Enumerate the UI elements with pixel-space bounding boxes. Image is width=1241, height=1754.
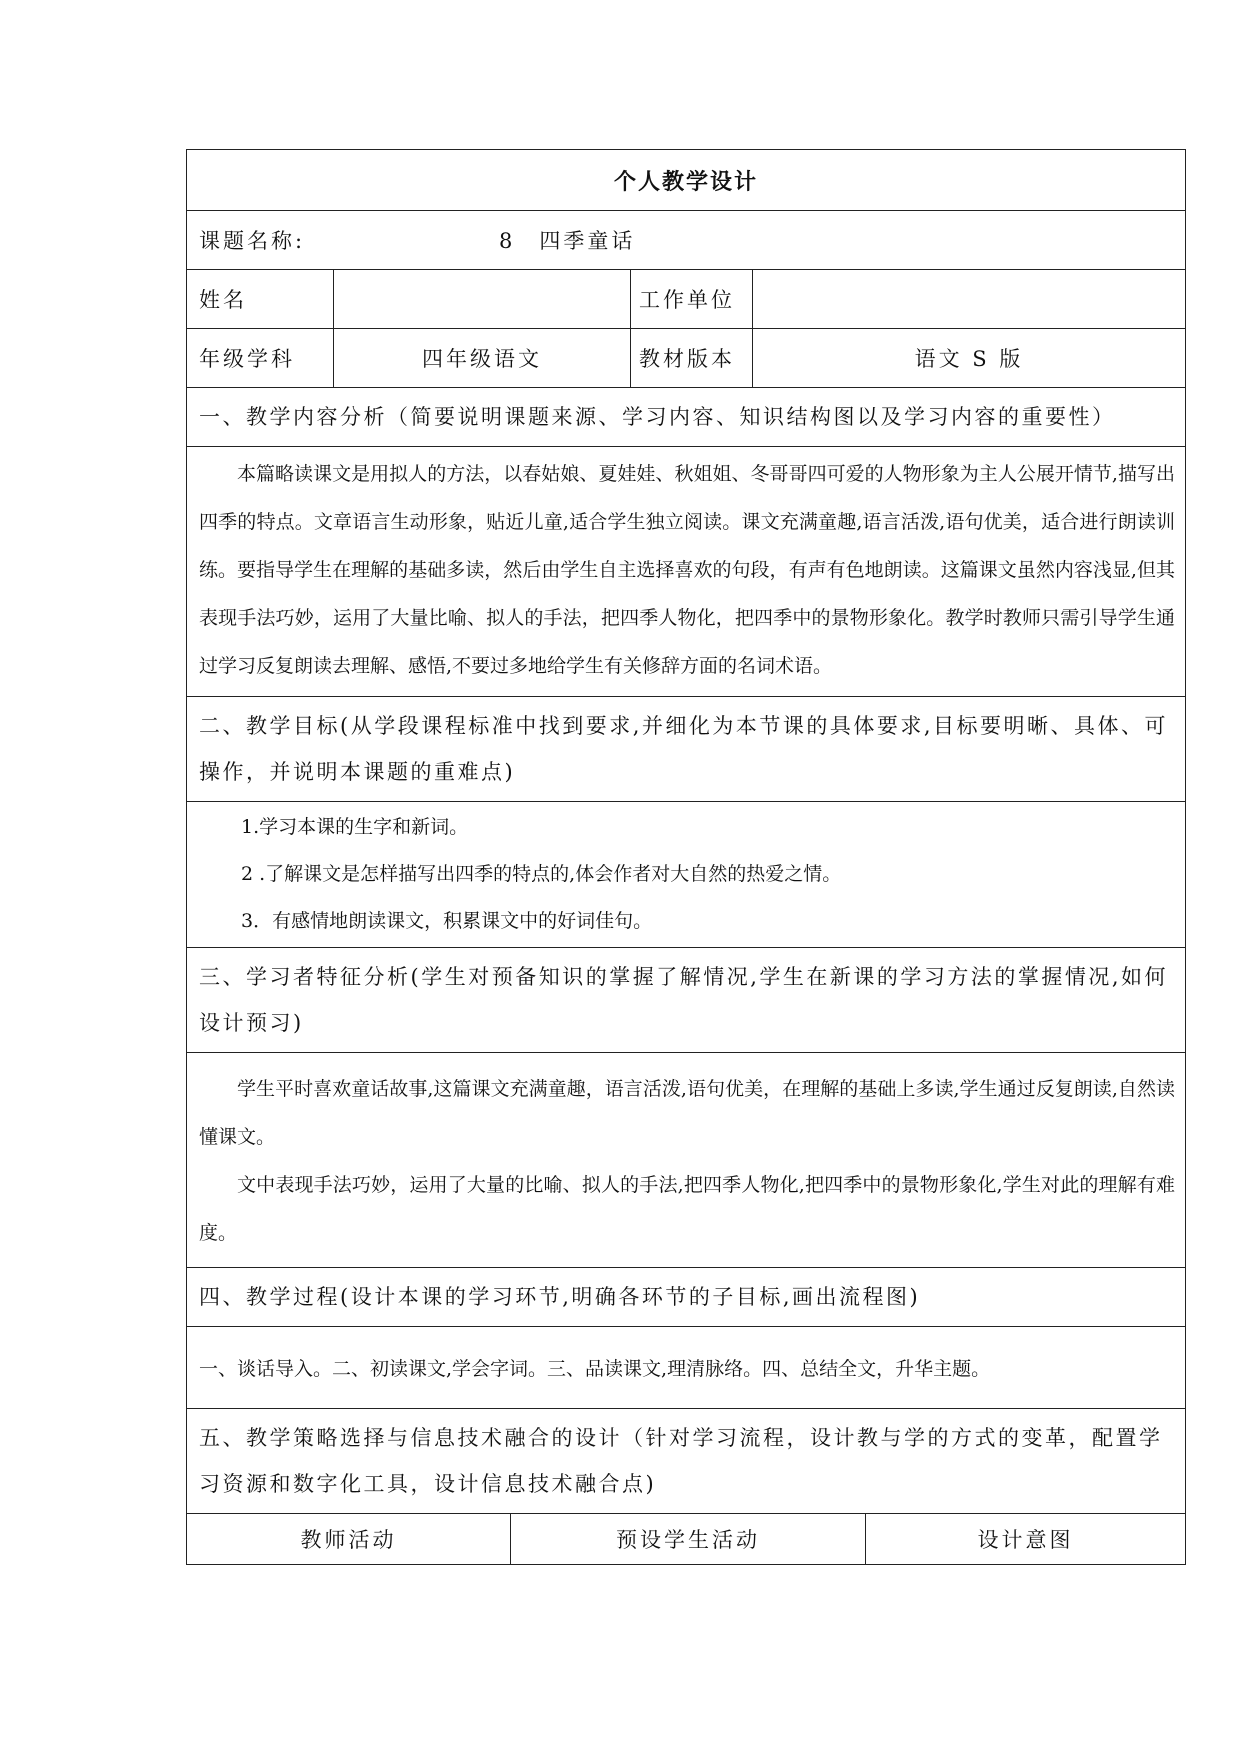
activity-columns-header bbox=[187, 1514, 1185, 1564]
design-intent-header: 设计意图 bbox=[977, 1528, 1074, 1552]
goal-item: 1.学习本课的生字和新词。 bbox=[241, 816, 469, 838]
section3-content bbox=[187, 1053, 1185, 1268]
section1-content bbox=[187, 447, 1185, 697]
section5-heading: 五、教学策略选择与信息技术融合的设计（针对学习流程，设计教与学的方式的变革，配置学习资源和数字化工具，设计信息技术融合点) bbox=[187, 1409, 1185, 1514]
course-value: 8 四季童话 bbox=[499, 229, 636, 253]
course-label: 课题名称: bbox=[199, 229, 306, 253]
grade-edition-row bbox=[187, 329, 1185, 388]
edition-label: 教材版本 bbox=[631, 329, 753, 387]
name-unit-row bbox=[187, 270, 1185, 329]
grade-label: 年级学科 bbox=[187, 329, 334, 387]
section3-paragraph: 文中表现手法巧妙，运用了大量的比喻、拟人的手法,把四季人物化,把四季中的景物形象化,学生对此的理解有难度。 bbox=[199, 1174, 1175, 1244]
teacher-activity-header: 教师活动 bbox=[187, 1514, 511, 1564]
section4-content: 一、谈话导入。二、初读课文,学会字词。三、品读课文,理清脉络。四、总结全文，升华主题。 bbox=[187, 1327, 1185, 1409]
section3-heading: 三、学习者特征分析(学生对预备知识的掌握了解情况,学生在新课的学习方法的掌握情况,如何设计预习) bbox=[187, 948, 1185, 1053]
name-value bbox=[334, 270, 631, 328]
goal-item: 3．有感情地朗读课文，积累课文中的好词佳句。 bbox=[241, 910, 653, 932]
name-label: 姓名 bbox=[187, 270, 334, 328]
section2-goals bbox=[187, 802, 1185, 948]
student-activity-header: 预设学生活动 bbox=[511, 1514, 866, 1564]
lesson-design-table bbox=[186, 149, 1186, 1565]
section4-heading: 四、教学过程(设计本课的学习环节,明确各环节的子目标,画出流程图) bbox=[187, 1268, 1185, 1327]
grade-value: 四年级语文 bbox=[334, 329, 631, 387]
section1-paragraph: 本篇略读课文是用拟人的方法，以春姑娘、夏娃娃、秋姐姐、冬哥哥四可爱的人物形象为主人公展开情节,描写出四季的特点。文章语言生动形象，贴近儿童,适合学生独立阅读。课文充满童趣,语言活泼,语句优美，适合进行朗读训练。要指导学生在理解的基础多读，然后由学生自主选择喜欢的句段，有声有色地朗读。这篇课文虽然内容浅显,但其表现手法巧妙，运用了大量比喻、拟人的手法，把四季人物化，把四季中的景物形象化。教学时教师只需引导学生通过学习反复朗读去理解、感悟,不要过多地给学生有关修辞方面的名词术语。 bbox=[199, 463, 1175, 677]
edition-value: 语文 S 版 bbox=[914, 347, 1024, 371]
goal-item: 2 .了解课文是怎样描写出四季的特点的,体会作者对大自然的热爱之情。 bbox=[241, 863, 842, 885]
section3-paragraph: 学生平时喜欢童话故事,这篇课文充满童趣，语言活泼,语句优美，在理解的基础上多读,学生通过反复朗读,自然读懂课文。 bbox=[199, 1078, 1175, 1148]
section1-heading: 一、教学内容分析（简要说明课题来源、学习内容、知识结构图以及学习内容的重要性） bbox=[187, 388, 1185, 447]
course-row bbox=[187, 211, 1185, 270]
unit-label: 工作单位 bbox=[631, 270, 753, 328]
unit-value bbox=[753, 270, 1185, 328]
section2-heading: 二、教学目标(从学段课程标准中找到要求,并细化为本节课的具体要求,目标要明晰、具体、可操作，并说明本课题的重难点) bbox=[187, 697, 1185, 802]
table-title: 个人教学设计 bbox=[187, 150, 1185, 211]
